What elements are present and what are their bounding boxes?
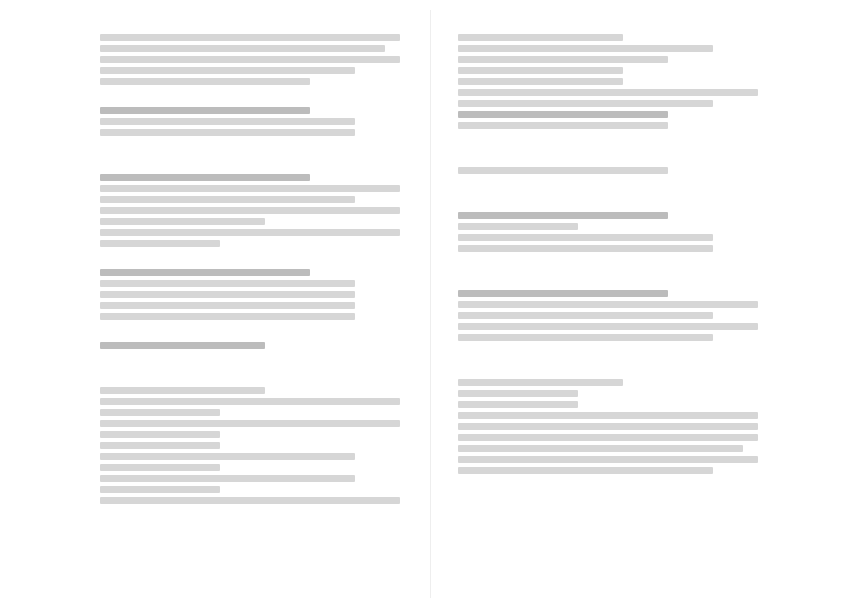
option-line — [100, 229, 400, 236]
text-line — [100, 486, 220, 493]
right-column — [458, 30, 758, 478]
text-line — [100, 464, 220, 471]
option-line — [458, 323, 758, 330]
option-line — [100, 185, 400, 192]
text-line — [100, 45, 385, 52]
option-line — [458, 122, 668, 129]
text-line — [100, 442, 220, 449]
option-line — [458, 312, 713, 319]
text-line — [458, 34, 623, 41]
question-line — [458, 111, 668, 118]
text-line — [458, 423, 758, 430]
option-line — [100, 313, 355, 320]
left-column — [100, 30, 400, 508]
option-line — [100, 218, 265, 225]
option-line — [458, 167, 668, 174]
option-line — [100, 302, 355, 309]
text-line — [458, 223, 578, 230]
text-line — [100, 34, 400, 41]
text-line — [100, 497, 400, 504]
option-line — [100, 207, 400, 214]
text-line — [100, 409, 220, 416]
option-line — [100, 118, 355, 125]
question-line — [458, 290, 668, 297]
text-line — [458, 78, 623, 85]
text-line — [100, 475, 355, 482]
text-line — [458, 89, 758, 96]
text-line — [458, 434, 758, 441]
text-line — [458, 456, 758, 463]
option-line — [458, 334, 713, 341]
text-line — [458, 379, 623, 386]
option-line — [458, 234, 713, 241]
text-line — [100, 431, 220, 438]
right-page — [430, 0, 860, 608]
section-heading — [100, 342, 265, 349]
text-line — [100, 78, 310, 85]
option-line — [458, 245, 713, 252]
title-line — [458, 390, 578, 397]
option-line — [100, 196, 355, 203]
option-line — [100, 129, 355, 136]
text-line — [458, 467, 713, 474]
text-line — [100, 56, 400, 63]
text-line — [458, 45, 713, 52]
question-line — [100, 269, 310, 276]
option-line — [100, 291, 355, 298]
text-line — [100, 420, 400, 427]
option-line — [100, 240, 220, 247]
question-line — [100, 174, 310, 181]
text-line — [458, 412, 758, 419]
text-line — [100, 67, 355, 74]
text-line — [458, 56, 668, 63]
text-line — [100, 387, 265, 394]
option-line — [100, 280, 355, 287]
text-line — [458, 67, 623, 74]
option-line — [458, 301, 758, 308]
text-line — [100, 398, 400, 405]
question-line — [100, 107, 310, 114]
question-line — [458, 212, 668, 219]
author-line — [458, 401, 578, 408]
text-line — [100, 453, 355, 460]
text-line — [458, 100, 713, 107]
text-line — [458, 445, 743, 452]
